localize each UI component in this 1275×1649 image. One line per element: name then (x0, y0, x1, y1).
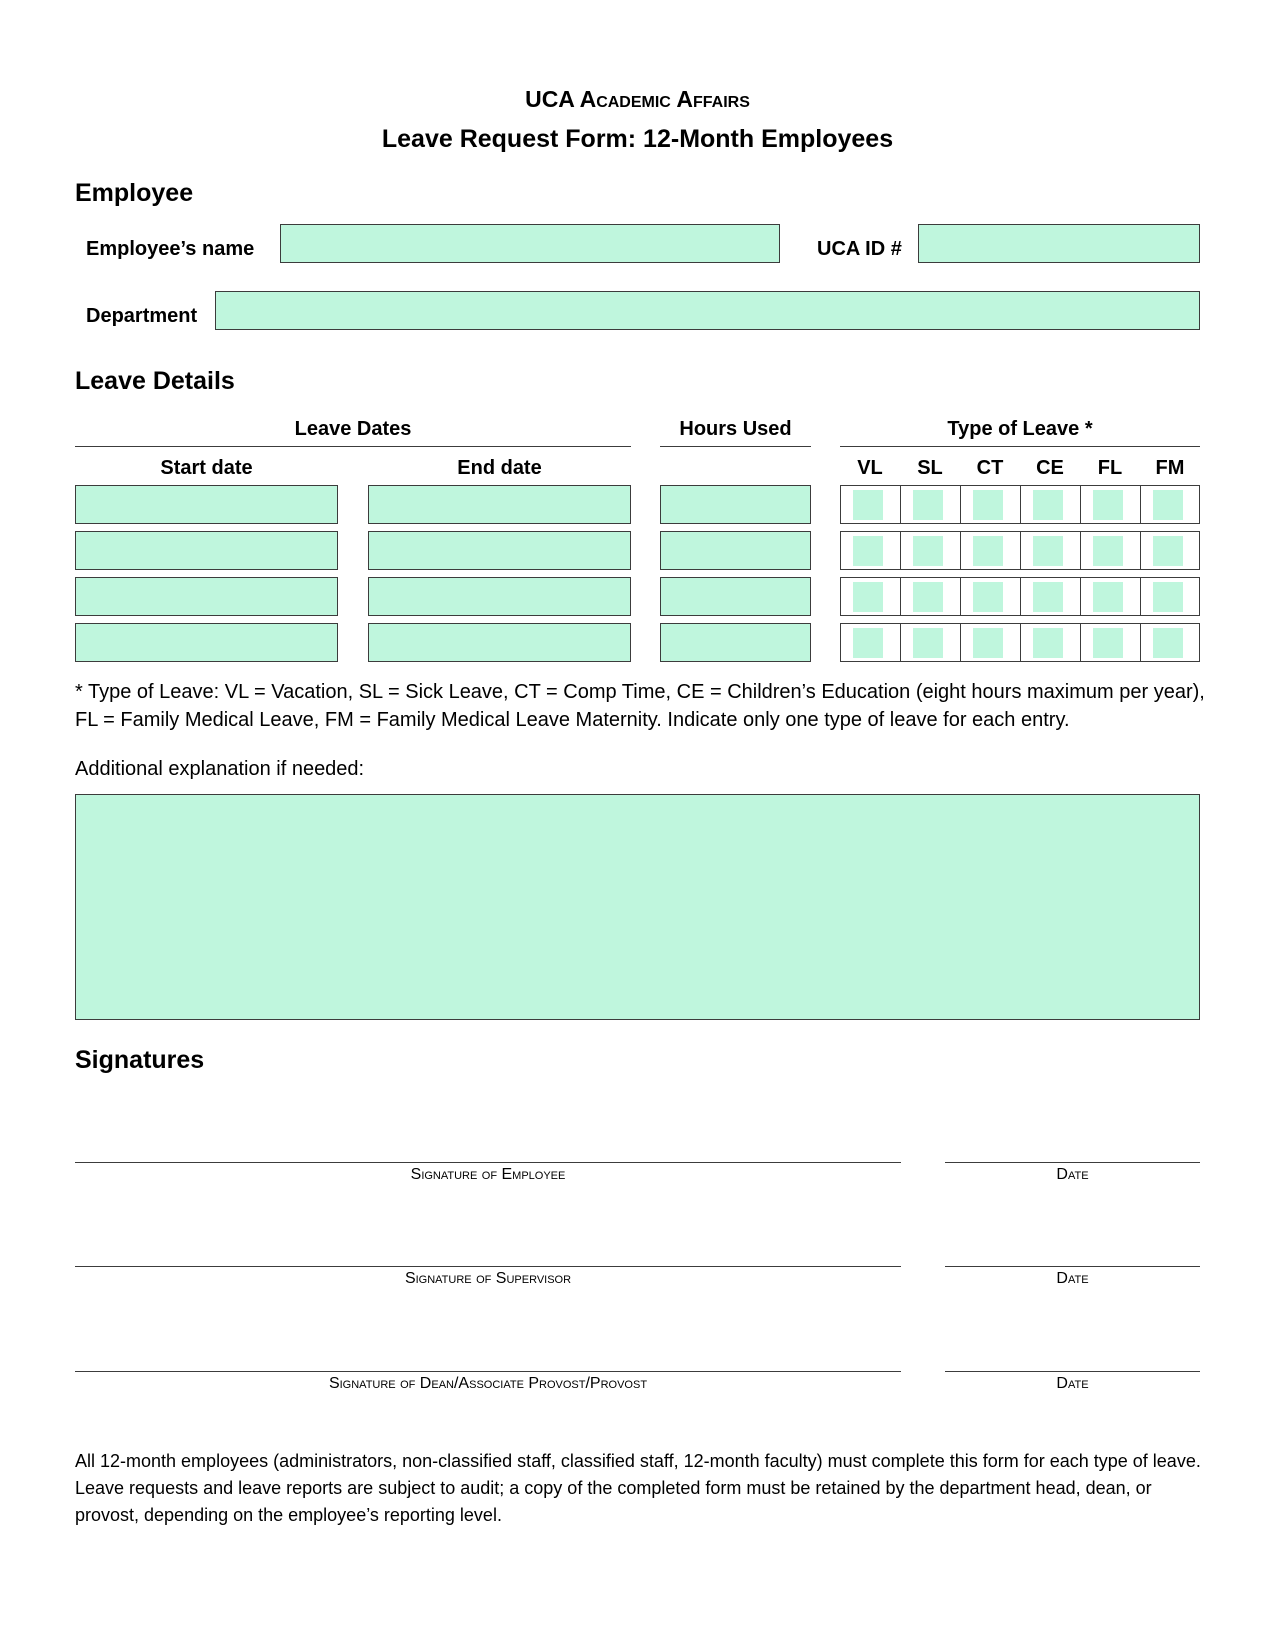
employee-date-line[interactable] (945, 1162, 1200, 1163)
hours-used-field[interactable] (660, 485, 811, 524)
leave-type-vl-cell (840, 577, 901, 616)
leave-dates-rule (75, 446, 631, 447)
leave-details-heading: Leave Details (75, 367, 235, 395)
leave-type-ct-checkbox[interactable] (973, 628, 1003, 658)
leave-type-fl-checkbox[interactable] (1093, 628, 1123, 658)
dean-signature-line[interactable] (75, 1371, 901, 1372)
uca-id-label: UCA ID # (817, 238, 902, 260)
leave-type-ce-cell (1020, 623, 1081, 662)
leave-type-ce-checkbox[interactable] (1033, 582, 1063, 612)
end-date-field[interactable] (368, 485, 631, 524)
leave-type-vl-checkbox[interactable] (853, 582, 883, 612)
dean-date-line[interactable] (945, 1371, 1200, 1372)
hours-used-field[interactable] (660, 577, 811, 616)
supervisor-signature-label: Signature of Supervisor (404, 1270, 572, 1287)
leave-type-ct-checkbox[interactable] (973, 490, 1003, 520)
department-label: Department (86, 305, 198, 327)
signatures-heading: Signatures (75, 1046, 205, 1074)
leave-type-sl-cell (900, 577, 961, 616)
leave-type-vl-cell (840, 531, 901, 570)
leave-type-fl-cell (1080, 623, 1141, 662)
footer-note: All 12-month employees (administrators, non-classified staff, classified staff, 12-month faculty) must complete this form for each type of leave. Leave requests and leave reports are subject to audit; a copy of the completed form must be retained by the department head, dean, or provost, depending on the employee’s reporting level. (75, 1451, 1201, 1525)
leave-type-ct-cell (960, 577, 1021, 616)
start-date-header: Start date (160, 457, 253, 479)
leave-type-sl-checkbox[interactable] (913, 628, 943, 658)
leave-type-ce-checkbox[interactable] (1033, 536, 1063, 566)
leave-type-vl-cell (840, 623, 901, 662)
leave-type-fl-checkbox[interactable] (1093, 582, 1123, 612)
type-of-leave-header: Type of Leave * (947, 418, 1093, 440)
start-date-field[interactable] (75, 577, 338, 616)
dean-date-label: Date (1056, 1375, 1089, 1392)
leave-type-ct-cell (960, 485, 1021, 524)
end-date-field[interactable] (368, 577, 631, 616)
explanation-textarea[interactable] (75, 794, 1200, 1020)
employee-name-label: Employee’s name (86, 238, 255, 260)
leave-type-ce-checkbox[interactable] (1033, 628, 1063, 658)
supervisor-date-line[interactable] (945, 1266, 1200, 1267)
dean-signature-label: Signature of Dean/Associate Provost/Provost (328, 1375, 648, 1392)
explanation-label: Additional explanation if needed: (75, 758, 365, 780)
hours-used-field[interactable] (660, 623, 811, 662)
hours-used-field[interactable] (660, 531, 811, 570)
leave-type-ce-cell (1020, 485, 1081, 524)
leave-type-fl-checkbox[interactable] (1093, 490, 1123, 520)
leave-type-fm-cell (1140, 577, 1200, 616)
end-date-field[interactable] (368, 623, 631, 662)
leave-type-fm-cell (1140, 623, 1200, 662)
leave-type-sl-cell (900, 623, 961, 662)
type-code-sl: SL (917, 457, 943, 479)
supervisor-date-label: Date (1056, 1270, 1089, 1287)
leave-type-sl-checkbox[interactable] (913, 490, 943, 520)
employee-name-field[interactable] (280, 224, 780, 263)
type-code-vl: VL (857, 457, 883, 479)
type-code-ce: CE (1036, 457, 1064, 479)
leave-type-vl-cell (840, 485, 901, 524)
end-date-field[interactable] (368, 531, 631, 570)
leave-type-sl-checkbox[interactable] (913, 536, 943, 566)
hours-used-rule (660, 446, 811, 447)
leave-type-vl-checkbox[interactable] (853, 490, 883, 520)
department-field[interactable] (215, 291, 1200, 330)
leave-type-fl-cell (1080, 485, 1141, 524)
leave-type-fm-cell (1140, 531, 1200, 570)
leave-type-sl-cell (900, 485, 961, 524)
leave-type-fl-cell (1080, 577, 1141, 616)
employee-date-label: Date (1056, 1166, 1089, 1183)
start-date-field[interactable] (75, 485, 338, 524)
leave-type-fm-cell (1140, 485, 1200, 524)
employee-signature-label: Signature of Employee (410, 1166, 566, 1183)
leave-type-fm-checkbox[interactable] (1153, 628, 1183, 658)
start-date-field[interactable] (75, 623, 338, 662)
leave-type-ct-cell (960, 531, 1021, 570)
form-title: Leave Request Form: 12-Month Employees (381, 125, 894, 153)
org-title: UCA Academic Affairs (525, 86, 750, 112)
supervisor-signature-line[interactable] (75, 1266, 901, 1267)
leave-type-ce-cell (1020, 531, 1081, 570)
leave-type-footnote: * Type of Leave: VL = Vacation, SL = Sick Leave, CT = Comp Time, CE = Children’s Education (eight hours maximum per year), FL = Family Medical Leave, FM = Family Medical Leave Maternity. Indicate only one type of leave for each entry. (75, 681, 1205, 731)
leave-type-fl-cell (1080, 531, 1141, 570)
type-code-ct: CT (976, 457, 1004, 479)
leave-type-ct-cell (960, 623, 1021, 662)
uca-id-field[interactable] (918, 224, 1200, 263)
leave-type-fm-checkbox[interactable] (1153, 582, 1183, 612)
leave-type-fm-checkbox[interactable] (1153, 490, 1183, 520)
leave-type-vl-checkbox[interactable] (853, 628, 883, 658)
leave-type-vl-checkbox[interactable] (853, 536, 883, 566)
leave-type-sl-checkbox[interactable] (913, 582, 943, 612)
type-code-fm: FM (1155, 457, 1185, 479)
end-date-header: End date (457, 457, 542, 479)
employee-heading: Employee (75, 179, 194, 207)
leave-type-fm-checkbox[interactable] (1153, 536, 1183, 566)
employee-signature-line[interactable] (75, 1162, 901, 1163)
leave-type-ce-checkbox[interactable] (1033, 490, 1063, 520)
leave-dates-header: Leave Dates (294, 418, 412, 440)
type-of-leave-rule (840, 446, 1200, 447)
leave-type-ce-cell (1020, 577, 1081, 616)
start-date-field[interactable] (75, 531, 338, 570)
leave-type-sl-cell (900, 531, 961, 570)
type-code-fl: FL (1097, 457, 1123, 479)
leave-type-fl-checkbox[interactable] (1093, 536, 1123, 566)
leave-type-ct-checkbox[interactable] (973, 536, 1003, 566)
hours-used-header: Hours Used (679, 418, 792, 440)
leave-type-ct-checkbox[interactable] (973, 582, 1003, 612)
